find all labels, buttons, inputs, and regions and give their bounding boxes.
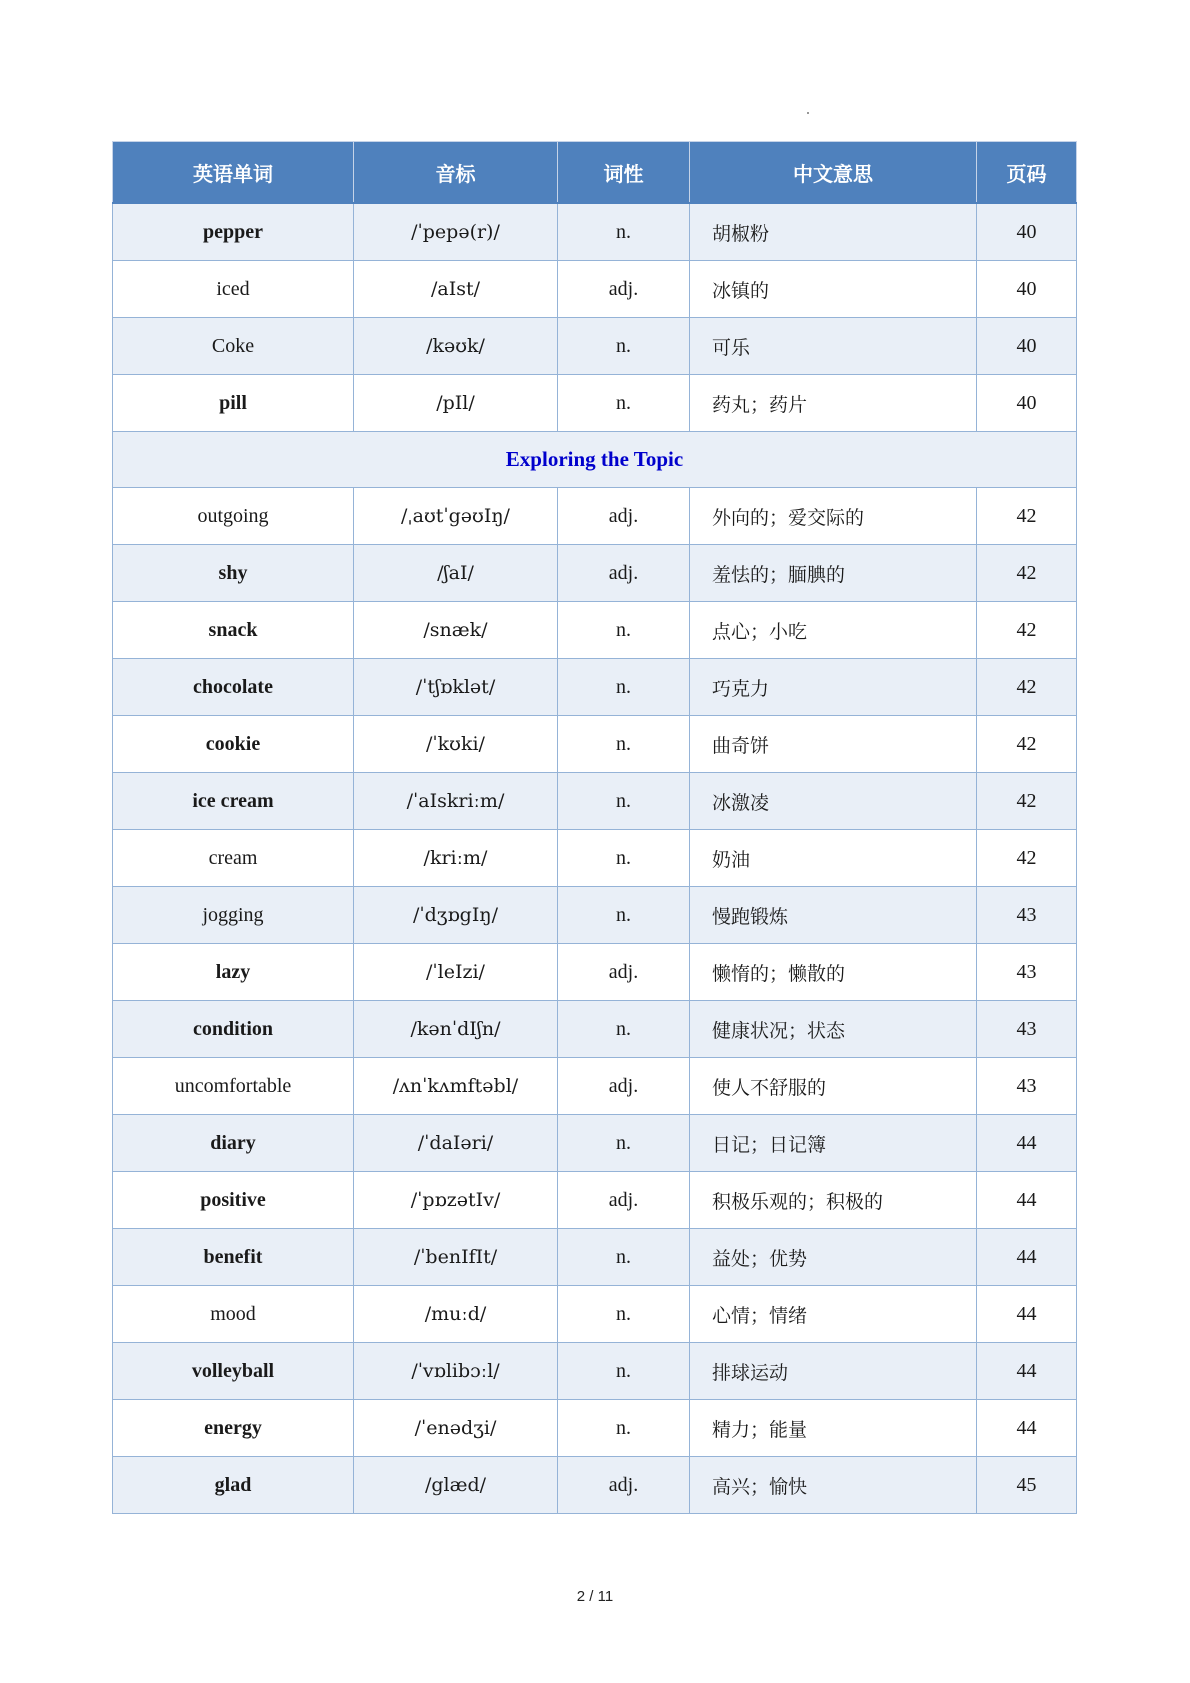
meaning-cell: 排球运动 (690, 1343, 977, 1400)
table-row (113, 203, 1077, 261)
page-cell: 43 (977, 1001, 1077, 1058)
phonetic-cell: /ʌnˈkʌmftəbl/ (354, 1058, 558, 1115)
table-row (113, 318, 1077, 375)
meaning-cell: 羞怯的；腼腆的 (690, 545, 977, 602)
meaning-cell: 懒惰的；懒散的 (690, 944, 977, 1001)
word-cell: condition (113, 1001, 354, 1058)
word-cell: lazy (113, 944, 354, 1001)
part-of-speech-cell: adj. (558, 1172, 690, 1229)
phonetic-cell: /ˈpɒzətIv/ (354, 1172, 558, 1229)
word-cell: mood (113, 1286, 354, 1343)
meaning-cell: 高兴；愉快 (690, 1457, 977, 1514)
page-cell: 42 (977, 830, 1077, 887)
word-cell: outgoing (113, 488, 354, 545)
page-cell: 44 (977, 1286, 1077, 1343)
phonetic-cell: /ˈbenIfIt/ (354, 1229, 558, 1286)
table-row (113, 1343, 1077, 1400)
word-cell: Coke (113, 318, 354, 375)
meaning-cell: 可乐 (690, 318, 977, 375)
table-row (113, 830, 1077, 887)
meaning-cell: 积极乐观的；积极的 (690, 1172, 977, 1229)
vocabulary-table (112, 141, 1077, 1514)
page-cell: 42 (977, 545, 1077, 602)
page-cell: 43 (977, 887, 1077, 944)
meaning-cell: 健康状况；状态 (690, 1001, 977, 1058)
word-cell: cream (113, 830, 354, 887)
phonetic-cell: /ˈtʃɒklət/ (354, 659, 558, 716)
meaning-cell: 奶油 (690, 830, 977, 887)
part-of-speech-cell: adj. (558, 1457, 690, 1514)
page-cell: 43 (977, 944, 1077, 1001)
part-of-speech-cell: n. (558, 1229, 690, 1286)
part-of-speech-cell: n. (558, 887, 690, 944)
phonetic-cell: /ˈkʊki/ (354, 716, 558, 773)
phonetic-cell: /ˈdaIəri/ (354, 1115, 558, 1172)
page-cell: 44 (977, 1400, 1077, 1457)
header-part-of-speech: 词性 (558, 142, 690, 204)
meaning-cell: 外向的；爱交际的 (690, 488, 977, 545)
phonetic-cell: /ˈdʒɒgIŋ/ (354, 887, 558, 944)
word-cell: chocolate (113, 659, 354, 716)
table-row (113, 773, 1077, 830)
meaning-cell: 巧克力 (690, 659, 977, 716)
part-of-speech-cell: n. (558, 773, 690, 830)
meaning-cell: 使人不舒服的 (690, 1058, 977, 1115)
word-cell: diary (113, 1115, 354, 1172)
word-cell: snack (113, 602, 354, 659)
page-cell: 40 (977, 261, 1077, 318)
table-row (113, 1457, 1077, 1514)
page-cell: 42 (977, 659, 1077, 716)
part-of-speech-cell: n. (558, 375, 690, 432)
phonetic-cell: /snæk/ (354, 602, 558, 659)
table-row (113, 1229, 1077, 1286)
word-cell: uncomfortable (113, 1058, 354, 1115)
table-row (113, 659, 1077, 716)
word-cell: ice cream (113, 773, 354, 830)
part-of-speech-cell: n. (558, 602, 690, 659)
part-of-speech-cell: n. (558, 318, 690, 375)
part-of-speech-cell: adj. (558, 944, 690, 1001)
word-cell: positive (113, 1172, 354, 1229)
section-title: Exploring the Topic (113, 432, 1077, 488)
header-chinese-meaning: 中文意思 (690, 142, 977, 204)
meaning-cell: 日记；日记簿 (690, 1115, 977, 1172)
word-cell: jogging (113, 887, 354, 944)
table-header-row (113, 142, 1077, 204)
section-row (113, 432, 1077, 488)
table-row (113, 602, 1077, 659)
table-row (113, 887, 1077, 944)
phonetic-cell: /kəʊk/ (354, 318, 558, 375)
table-row (113, 261, 1077, 318)
table-row (113, 1115, 1077, 1172)
header-word: 英语单词 (113, 142, 354, 204)
meaning-cell: 心情；情绪 (690, 1286, 977, 1343)
word-cell: iced (113, 261, 354, 318)
word-cell: pill (113, 375, 354, 432)
meaning-cell: 益处；优势 (690, 1229, 977, 1286)
page-cell: 43 (977, 1058, 1077, 1115)
phonetic-cell: /ˈpepə(r)/ (354, 203, 558, 261)
meaning-cell: 曲奇饼 (690, 716, 977, 773)
part-of-speech-cell: n. (558, 1286, 690, 1343)
table-body (113, 203, 1077, 1514)
page-cell: 44 (977, 1115, 1077, 1172)
phonetic-cell: /ˌaʊtˈgəʊIŋ/ (354, 488, 558, 545)
table-row (113, 1001, 1077, 1058)
part-of-speech-cell: adj. (558, 1058, 690, 1115)
table-row (113, 375, 1077, 432)
table-row (113, 1400, 1077, 1457)
part-of-speech-cell: n. (558, 716, 690, 773)
page-cell: 44 (977, 1172, 1077, 1229)
phonetic-cell: /kriːm/ (354, 830, 558, 887)
part-of-speech-cell: adj. (558, 261, 690, 318)
table-row (113, 944, 1077, 1001)
word-cell: benefit (113, 1229, 354, 1286)
table-row (113, 488, 1077, 545)
meaning-cell: 胡椒粉 (690, 203, 977, 261)
phonetic-cell: /muːd/ (354, 1286, 558, 1343)
meaning-cell: 精力；能量 (690, 1400, 977, 1457)
page-cell: 42 (977, 716, 1077, 773)
phonetic-cell: /pIl/ (354, 375, 558, 432)
phonetic-cell: /glæd/ (354, 1457, 558, 1514)
page-cell: 42 (977, 488, 1077, 545)
header-page: 页码 (977, 142, 1077, 204)
table-row (113, 1058, 1077, 1115)
part-of-speech-cell: adj. (558, 488, 690, 545)
table-row (113, 1286, 1077, 1343)
part-of-speech-cell: n. (558, 1001, 690, 1058)
page-number: 2 / 11 (576, 1588, 614, 1605)
stray-dot (807, 112, 809, 114)
table-row (113, 1172, 1077, 1229)
word-cell: glad (113, 1457, 354, 1514)
page-cell: 42 (977, 602, 1077, 659)
part-of-speech-cell: n. (558, 830, 690, 887)
page-cell: 40 (977, 375, 1077, 432)
page-cell: 44 (977, 1343, 1077, 1400)
phonetic-cell: /ˈleIzi/ (354, 944, 558, 1001)
part-of-speech-cell: n. (558, 659, 690, 716)
meaning-cell: 药丸；药片 (690, 375, 977, 432)
part-of-speech-cell: n. (558, 203, 690, 261)
phonetic-cell: /ˈaIskriːm/ (354, 773, 558, 830)
phonetic-cell: /ʃaI/ (354, 545, 558, 602)
part-of-speech-cell: n. (558, 1343, 690, 1400)
phonetic-cell: /ˈvɒlibɔːl/ (354, 1343, 558, 1400)
table-row (113, 716, 1077, 773)
page-cell: 42 (977, 773, 1077, 830)
word-cell: cookie (113, 716, 354, 773)
page-cell: 40 (977, 203, 1077, 261)
meaning-cell: 冰镇的 (690, 261, 977, 318)
table-row (113, 545, 1077, 602)
word-cell: shy (113, 545, 354, 602)
word-cell: pepper (113, 203, 354, 261)
phonetic-cell: /ˈenədʒi/ (354, 1400, 558, 1457)
page-cell: 40 (977, 318, 1077, 375)
phonetic-cell: /aIst/ (354, 261, 558, 318)
word-cell: volleyball (113, 1343, 354, 1400)
meaning-cell: 冰激凌 (690, 773, 977, 830)
page-cell: 44 (977, 1229, 1077, 1286)
phonetic-cell: /kənˈdIʃn/ (354, 1001, 558, 1058)
word-cell: energy (113, 1400, 354, 1457)
part-of-speech-cell: n. (558, 1400, 690, 1457)
part-of-speech-cell: adj. (558, 545, 690, 602)
page-cell: 45 (977, 1457, 1077, 1514)
meaning-cell: 点心；小吃 (690, 602, 977, 659)
meaning-cell: 慢跑锻炼 (690, 887, 977, 944)
header-phonetic: 音标 (354, 142, 558, 204)
part-of-speech-cell: n. (558, 1115, 690, 1172)
